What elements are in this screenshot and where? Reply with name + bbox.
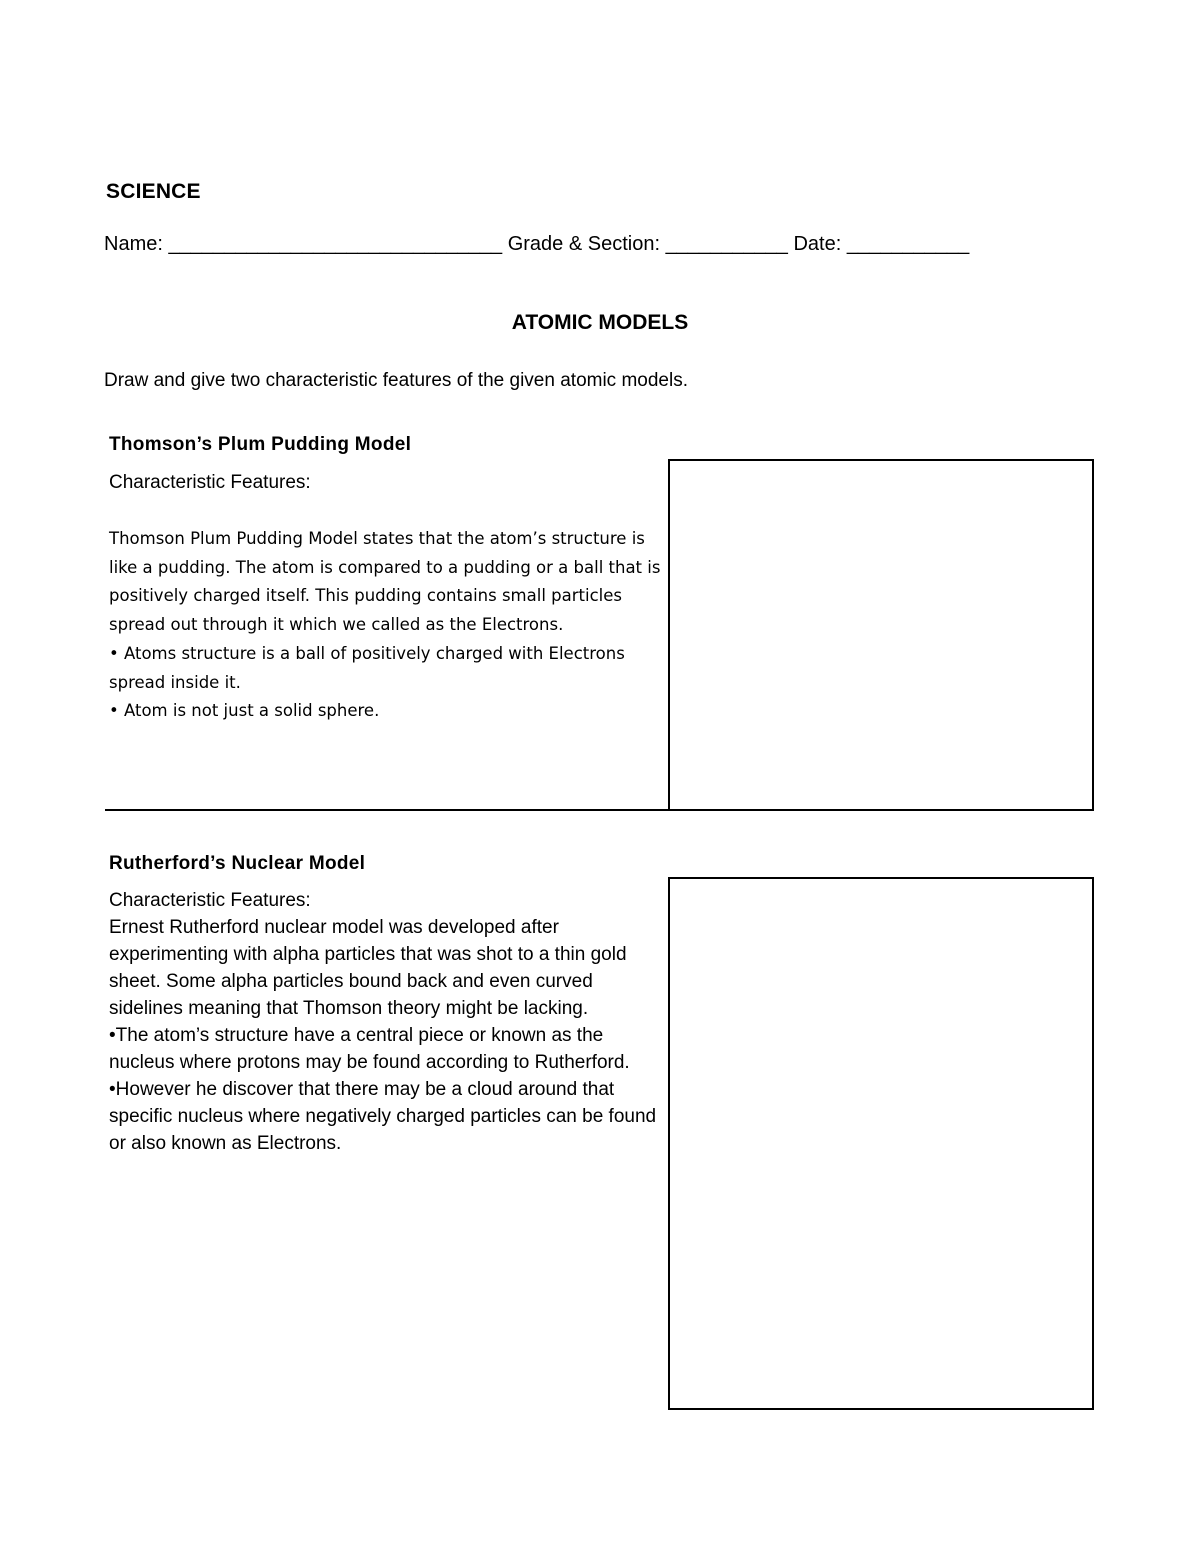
thomson-feature-2: • Atom is not just a solid sphere.: [109, 701, 380, 721]
rutherford-feature-1: •The atom’s structure have a central piece or known as the nucleus where protons may be found according to Rutherford.: [109, 1025, 630, 1073]
thomson-features-label: Characteristic Features:: [109, 472, 311, 493]
section-divider: [105, 809, 1092, 811]
thomson-features-text: [109, 525, 669, 726]
rutherford-features-text: [109, 914, 669, 1157]
worksheet-title: ATOMIC MODELS: [511, 311, 689, 334]
rutherford-drawing-box[interactable]: [668, 877, 1094, 1410]
student-info-line: Name: ______________________________ Grade & Section: ___________ Date: ___________: [104, 233, 970, 255]
subject-title: SCIENCE: [106, 180, 201, 203]
rutherford-heading: Rutherford’s Nuclear Model: [109, 853, 366, 874]
rutherford-features-label: Characteristic Features:: [109, 890, 311, 911]
rutherford-description: Ernest Rutherford nuclear model was developed after experimenting with alpha particles that was shot to a thin gold sheet. Some alpha particles bound back and even curved sidelines meaning that Thomson theory might be lacking.: [109, 917, 627, 1019]
thomson-feature-1: • Atoms structure is a ball of positively charged with Electrons spread inside it.: [109, 643, 625, 692]
worksheet-instructions: Draw and give two characteristic features of the given atomic models.: [104, 370, 688, 391]
thomson-drawing-box[interactable]: [668, 459, 1094, 811]
thomson-heading: Thomson’s Plum Pudding Model: [109, 434, 412, 455]
thomson-description: Thomson Plum Pudding Model states that the atom’s structure is like a pudding. The atom is compared to a pudding or a ball that is positively charged itself. This pudding contains small particles spread out through it which we called as the Electrons.: [109, 529, 661, 635]
rutherford-feature-2: •However he discover that there may be a cloud around that specific nucleus where negatively charged particles can be found or also known as Electrons.: [109, 1079, 657, 1154]
